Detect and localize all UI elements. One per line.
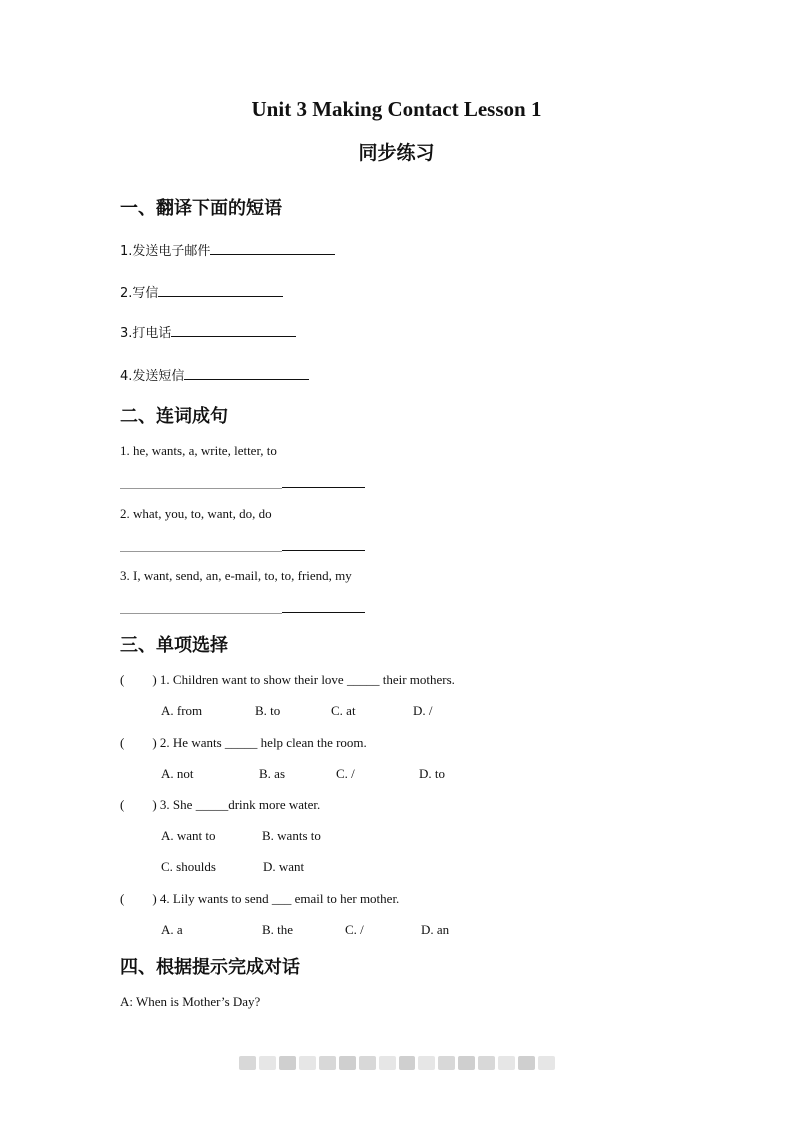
option-b: B. as [259,766,285,781]
section-3-heading: 三、单项选择 [120,635,228,656]
scramble-item-3: 3. I, want, send, an, e-mail, to, to, friend, my [120,568,352,583]
answer-paren-open: ( [120,672,125,687]
blurred-footer-watermark [239,1056,555,1070]
question-text: drink more water. [228,797,321,812]
translate-item-2-text: 2.写信 [120,286,159,301]
page-subtitle: 同步练习 [358,142,435,164]
option-c: C. / [345,922,364,937]
option-c: C. at [331,703,356,718]
option-d: D. want [263,859,305,874]
option-d: D. an [421,922,450,937]
question-text: help clean the room. [257,735,367,750]
translate-item-4-text: 4.发送短信 [120,369,185,384]
question-text: ) 1. Children want to show their love [152,672,347,687]
answer-blank[interactable] [184,367,309,380]
scramble-item-1: 1. he, wants, a, write, letter, to [120,443,277,458]
answer-blank[interactable] [171,324,296,337]
dialogue-line-1: A: When is Mother’s Day? [120,994,261,1009]
option-d: D. to [419,766,445,781]
option-a: A. not [161,766,194,781]
answer-paren-open: ( [120,891,125,906]
translate-item-3 [120,322,296,341]
answer-paren-open: ( [120,735,125,750]
option-b: B. to [255,703,281,718]
translate-item-2 [120,282,283,301]
answer-blank[interactable] [210,242,335,255]
answer-paren-open: ( [120,797,125,812]
option-d: D. / [413,703,433,718]
section-4-heading: 四、根据提示完成对话 [120,957,300,978]
question-text: ) 2. He wants [152,735,225,750]
question-blank: _____ [195,797,229,812]
option-b: B. the [262,922,294,937]
question-text: email to her mother. [291,891,400,906]
translate-item-1 [120,240,335,259]
option-a: A. from [161,703,203,718]
choice-question-4 [120,891,399,907]
choice-question-2 [120,735,367,751]
option-a: A. want to [161,828,216,843]
answer-blank[interactable] [158,284,283,297]
option-b: B. wants to [262,828,321,843]
option-c: C. shoulds [161,859,216,874]
question-text: ) 3. She [152,797,196,812]
question-blank: ___ [271,891,292,906]
section-1-heading: 一、翻译下面的短语 [120,198,282,219]
scramble-item-2: 2. what, you, to, want, do, do [120,506,272,521]
question-blank: _____ [346,672,380,687]
question-text: their mothers. [379,672,455,687]
translate-item-3-text: 3.打电话 [120,326,172,341]
choice-question-3 [120,797,320,813]
page-title: Unit 3 Making Contact Lesson 1 [251,97,542,121]
translate-item-1-text: 1.发送电子邮件 [120,244,211,259]
section-2-heading: 二、连词成句 [120,406,228,427]
question-blank: _____ [224,735,258,750]
choice-question-1 [120,672,455,688]
translate-item-4 [120,365,309,384]
option-a: A. a [161,922,183,937]
question-text: ) 4. Lily wants to send [152,891,272,906]
option-c: C. / [336,766,355,781]
